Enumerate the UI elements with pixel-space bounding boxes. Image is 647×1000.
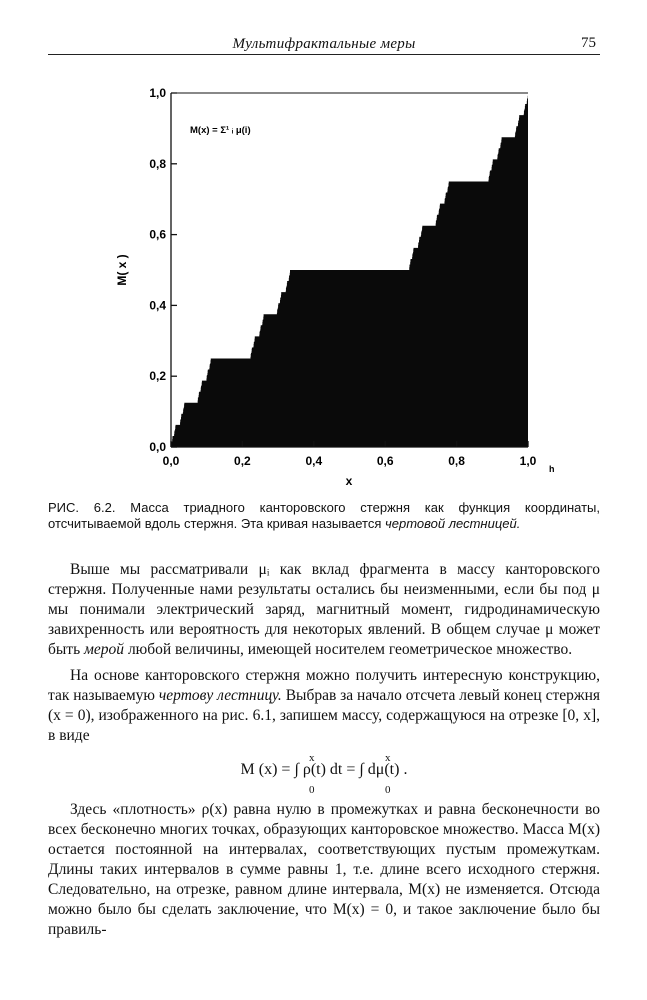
stray-mark: h [549, 464, 555, 474]
running-title: Мультифрактальные меры [232, 36, 416, 52]
body-text [48, 560, 600, 940]
y-tick-label: 0,8 [149, 156, 166, 171]
y-tick-label: 0,2 [149, 369, 166, 384]
x-tick-label: 0,8 [448, 454, 465, 468]
paragraph-2 [48, 666, 600, 746]
y-tick-label: 0,4 [149, 298, 166, 313]
caption-italic: чертовой лестницей. [385, 516, 521, 531]
x-tick-label: 0,0 [162, 454, 180, 468]
paragraph-1 [48, 560, 600, 660]
x-tick-label: 0,4 [305, 454, 323, 468]
y-tick-label: 1,0 [149, 86, 166, 100]
chart-annotation: M(x) = Σ¹ ᵢ μ(i) [190, 125, 251, 136]
x-tick-label: 0,6 [376, 454, 394, 468]
paragraph-1-italic: мерой [84, 641, 125, 658]
paragraph-2-end: Выбрав за начало отсчета левый конец стержня (x = 0), изображенного на рис. 6.1, запишем массу, содержащуюся на отрезке [0, x], в виде [48, 687, 601, 744]
y-tick-label: 0,6 [149, 227, 166, 242]
figure-caption [48, 500, 600, 532]
page-number: 75 [581, 35, 596, 51]
paragraph-2-italic: чертову лестницу. [158, 687, 282, 704]
caption-text: РИС. 6.2. Масса триадного канторовского стержня как функция координаты, отсчитываемой вдоль стержня. Эта кривая называется [48, 500, 600, 531]
paragraph-1-end: любой величины, имеющей носителем геометрическое множество. [127, 641, 573, 658]
staircase-area [171, 93, 528, 447]
x-tick-label: 0,2 [234, 454, 251, 468]
mass-formula: M (x) = ∫ ρ(t) dt = ∫ dμ(t) . [240, 761, 408, 778]
y-axis-label: M( x ) [115, 254, 129, 286]
integral-2-upper: x [385, 752, 391, 764]
x-axis-label: x [345, 474, 353, 488]
integral-2-lower: 0 [385, 784, 391, 796]
integral-1-lower: 0 [309, 784, 315, 796]
integral-1-upper: x [309, 752, 315, 764]
x-tick-label: 1,0 [519, 454, 537, 468]
formula-block [48, 748, 600, 796]
paragraph-1-text: Выше мы рассматривали μᵢ как вклад фрагмента в массу канторовского стержня. Полученные нами результаты остались бы неизменными, если бы под μ мы понимали электрический заряд, магнитный момент, гидродинамическую завихренность или вероятность для некоторых явлений. В общем случае μ может быть [48, 561, 600, 658]
plot-area [171, 93, 528, 447]
paragraph-2-text: На основе канторовского стержня можно получить интересную конструкцию, так называемую [48, 667, 600, 704]
y-tick-label: 0,0 [149, 440, 166, 454]
paragraph-3: Здесь «плотность» ρ(x) равна нулю в промежутках и равна бесконечности во всех бесконечно многих точках, образующих канторовское множество. Масса M(x) остается постоянной на интервалах, соответствующих пустым промежуткам. Длины таких интервалов в сумме равны 1, т.е. длине всего исходного стержня. Следовательно, на отрезке, равном длине интервала, M(x) не изменяется. Отсюда можно было бы сделать заключение, что M(x) = 0, и такое заключение было бы правиль- [48, 801, 600, 938]
